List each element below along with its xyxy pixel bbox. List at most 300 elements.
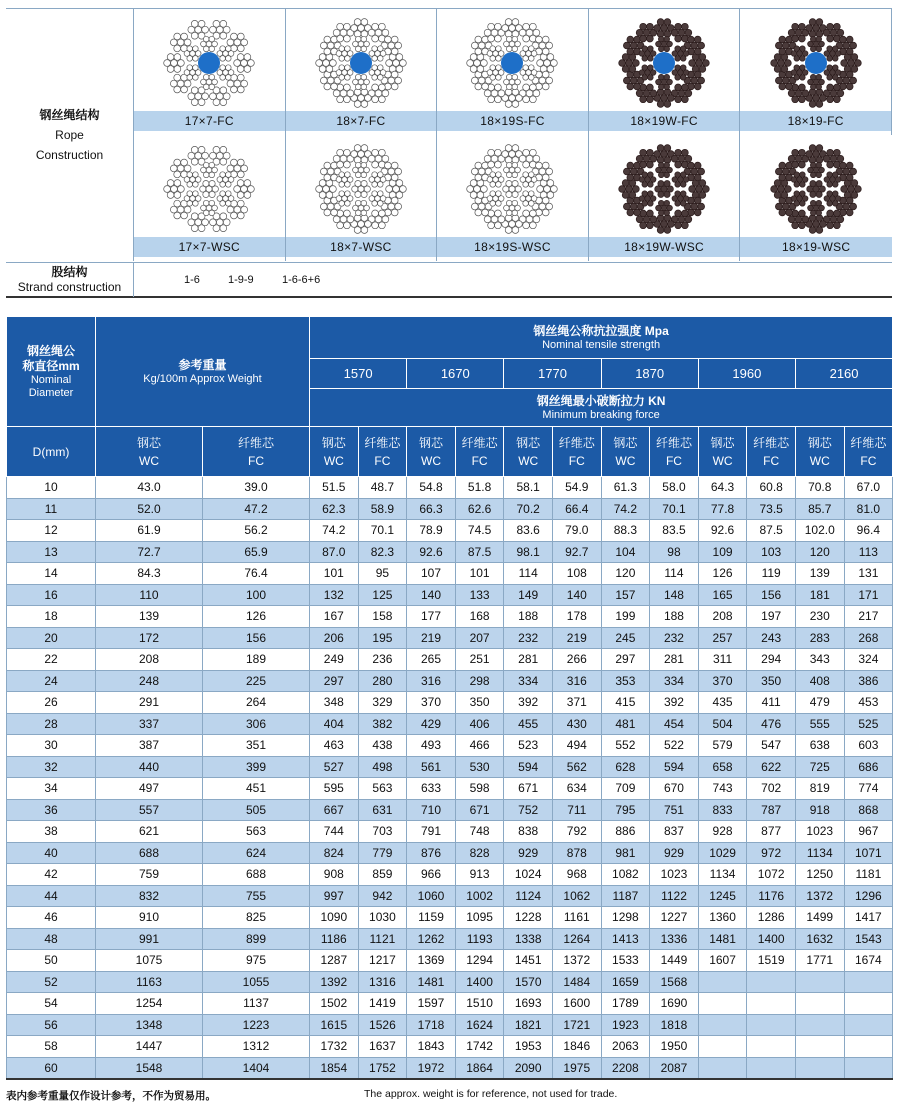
- weight-cell: 440: [96, 756, 203, 778]
- force-cell: 298: [455, 670, 504, 692]
- force-cell: 171: [844, 584, 893, 606]
- force-cell: 1481: [698, 928, 747, 950]
- force-cell: 156: [747, 584, 796, 606]
- force-cell: 1624: [455, 1014, 504, 1036]
- force-cell: 92.6: [698, 520, 747, 542]
- weight-cell: 825: [203, 907, 310, 929]
- wc-header-en: WC: [809, 453, 830, 468]
- force-cell: 1718: [407, 1014, 456, 1036]
- force-cell: 54.8: [407, 477, 456, 499]
- force-cell: 787: [747, 799, 796, 821]
- rope-caption: 17×7-WSC: [134, 237, 285, 257]
- force-cell: 795: [601, 799, 650, 821]
- weight-cell: 975: [203, 950, 310, 972]
- force-cell: 283: [795, 627, 844, 649]
- table-row: [7, 606, 893, 628]
- wc-header-cn: 钢芯: [710, 435, 735, 450]
- table-row: [7, 907, 893, 929]
- force-cell: 119: [747, 563, 796, 585]
- wc-header: [601, 427, 650, 477]
- force-cell: [795, 1036, 844, 1058]
- force-cell: 709: [601, 778, 650, 800]
- force-cell: 107: [407, 563, 456, 585]
- force-cell: 791: [407, 821, 456, 843]
- force-cell: 703: [358, 821, 407, 843]
- wc-header-en: WC: [615, 453, 636, 468]
- force-cell: 968: [552, 864, 601, 886]
- force-cell: 1519: [747, 950, 796, 972]
- force-cell: [747, 993, 796, 1015]
- force-cell: 316: [407, 670, 456, 692]
- force-cell: 98.1: [504, 541, 553, 563]
- force-cell: 929: [504, 842, 553, 864]
- table-row: [7, 649, 893, 671]
- wc-header-en: WC: [421, 453, 441, 468]
- rope-caption: 18×7-FC: [286, 111, 437, 131]
- force-cell: [844, 1036, 893, 1058]
- tensile-grade-1570: 1570: [310, 359, 407, 389]
- force-cell: 1030: [358, 907, 407, 929]
- force-cell: 411: [747, 692, 796, 714]
- force-cell: 83.5: [650, 520, 699, 542]
- wc-header: [504, 427, 553, 477]
- force-cell: 744: [310, 821, 359, 843]
- diameter-cell: 52: [7, 971, 96, 993]
- force-cell: 1090: [310, 907, 359, 929]
- force-cell: 877: [747, 821, 796, 843]
- force-cell: 579: [698, 735, 747, 757]
- force-cell: 594: [504, 756, 553, 778]
- force-cell: 195: [358, 627, 407, 649]
- table-row: [7, 498, 893, 520]
- tensile-grade-1870: 1870: [601, 359, 698, 389]
- fc-header-en: FC: [248, 453, 264, 468]
- force-cell: 294: [747, 649, 796, 671]
- force-cell: 479: [795, 692, 844, 714]
- force-cell: 268: [844, 627, 893, 649]
- force-cell: 79.0: [552, 520, 601, 542]
- table-row: [7, 864, 893, 886]
- wc-header-cn: 钢芯: [136, 435, 161, 450]
- rope-caption: 18×7-WSC: [286, 237, 437, 257]
- table-row: [7, 928, 893, 950]
- weight-cell: 557: [96, 799, 203, 821]
- weight-cell: 65.9: [203, 541, 310, 563]
- force-cell: 70.1: [358, 520, 407, 542]
- force-cell: 1245: [698, 885, 747, 907]
- force-cell: 139: [795, 563, 844, 585]
- diameter-cell: 24: [7, 670, 96, 692]
- weight-cell: 110: [96, 584, 203, 606]
- force-cell: 60.8: [747, 477, 796, 499]
- force-cell: 429: [407, 713, 456, 735]
- force-cell: 125: [358, 584, 407, 606]
- table-row: [7, 993, 893, 1015]
- tensile-header-cn: 钢丝绳公称抗拉强度 Mpa: [533, 323, 669, 338]
- force-cell: 280: [358, 670, 407, 692]
- fc-header: [552, 427, 601, 477]
- force-cell: 61.3: [601, 477, 650, 499]
- force-cell: 281: [650, 649, 699, 671]
- force-cell: 1721: [552, 1014, 601, 1036]
- force-cell: 140: [552, 584, 601, 606]
- force-cell: [844, 1014, 893, 1036]
- force-cell: 1674: [844, 950, 893, 972]
- force-cell: 371: [552, 692, 601, 714]
- force-header: [310, 389, 893, 427]
- footnote-cn: 表内参考重量仅作设计参考，不作为贸易用。: [6, 1090, 216, 1102]
- force-cell: 1161: [552, 907, 601, 929]
- diameter-cell: 54: [7, 993, 96, 1015]
- force-cell: 1264: [552, 928, 601, 950]
- fc-header-en: FC: [568, 453, 585, 468]
- force-cell: 219: [552, 627, 601, 649]
- rope-cell-wsc-3: [437, 135, 589, 261]
- force-cell: 103: [747, 541, 796, 563]
- force-cell: 92.7: [552, 541, 601, 563]
- diameter-cell: 40: [7, 842, 96, 864]
- force-cell: 1818: [650, 1014, 699, 1036]
- wc-header-en: WC: [323, 453, 344, 468]
- weight-cell: 1312: [203, 1036, 310, 1058]
- rope-construction-label-cn: 钢丝绳结构: [39, 108, 100, 122]
- force-cell: 725: [795, 756, 844, 778]
- force-cell: 1023: [650, 864, 699, 886]
- force-cell: 1071: [844, 842, 893, 864]
- force-cell: 594: [650, 756, 699, 778]
- force-cell: 530: [455, 756, 504, 778]
- table-row: [7, 971, 893, 993]
- weight-cell: 1075: [96, 950, 203, 972]
- force-cell: 454: [650, 713, 699, 735]
- rope-construction-label-en-2: Construction: [35, 148, 104, 162]
- force-cell: 70.2: [504, 498, 553, 520]
- force-cell: 165: [698, 584, 747, 606]
- rope-cross-section-icon: [134, 13, 285, 113]
- force-cell: 967: [844, 821, 893, 843]
- diameter-cell: 36: [7, 799, 96, 821]
- force-cell: 779: [358, 842, 407, 864]
- fc-header: [203, 427, 310, 477]
- diameter-cell: 22: [7, 649, 96, 671]
- weight-cell: 624: [203, 842, 310, 864]
- force-cell: 1338: [504, 928, 553, 950]
- force-cell: 562: [552, 756, 601, 778]
- force-cell: 481: [601, 713, 650, 735]
- force-cell: 81.0: [844, 498, 893, 520]
- fc-header: [747, 427, 796, 477]
- rope-cross-section-icon: [589, 13, 740, 113]
- rope-cross-section-icon: [740, 13, 891, 113]
- weight-header: [96, 317, 310, 427]
- force-cell: 743: [698, 778, 747, 800]
- force-cell: 102.0: [795, 520, 844, 542]
- rope-cross-section-icon: [134, 139, 285, 239]
- rope-cell-fc-1: [134, 9, 286, 135]
- force-cell: 476: [747, 713, 796, 735]
- weight-cell: 563: [203, 821, 310, 843]
- fc-header-cn: 纤维芯: [238, 435, 275, 450]
- force-cell: 382: [358, 713, 407, 735]
- force-cell: 350: [455, 692, 504, 714]
- table-row: [7, 821, 893, 843]
- wc-header-en: WC: [712, 453, 733, 468]
- weight-cell: 688: [203, 864, 310, 886]
- fc-header: [358, 427, 407, 477]
- force-cell: 197: [747, 606, 796, 628]
- force-cell: 415: [601, 692, 650, 714]
- rope-construction-label: [6, 9, 134, 261]
- force-cell: 83.6: [504, 520, 553, 542]
- force-cell: 670: [650, 778, 699, 800]
- force-header-en: Minimum breaking force: [542, 408, 660, 421]
- force-cell: 243: [747, 627, 796, 649]
- force-cell: 918: [795, 799, 844, 821]
- force-cell: 1637: [358, 1036, 407, 1058]
- force-cell: 972: [747, 842, 796, 864]
- force-cell: 435: [698, 692, 747, 714]
- weight-cell: 387: [96, 735, 203, 757]
- force-cell: 133: [455, 584, 504, 606]
- force-cell: 178: [552, 606, 601, 628]
- force-cell: 633: [407, 778, 456, 800]
- diameter-cell: 58: [7, 1036, 96, 1058]
- force-cell: 547: [747, 735, 796, 757]
- force-cell: 406: [455, 713, 504, 735]
- force-cell: 257: [698, 627, 747, 649]
- diameter-header-en-2: Diameter: [28, 386, 74, 399]
- weight-cell: 351: [203, 735, 310, 757]
- force-cell: 70.1: [650, 498, 699, 520]
- force-cell: 70.8: [795, 477, 844, 499]
- strand-value-2: 1-9-9: [228, 274, 254, 286]
- table-row: [7, 692, 893, 714]
- wc-header-en: WC: [518, 453, 539, 468]
- force-cell: 1570: [504, 971, 553, 993]
- diameter-header-cn-2: 称直径mm: [22, 358, 80, 373]
- force-cell: 51.8: [455, 477, 504, 499]
- table-row: [7, 563, 893, 585]
- rope-cell-fc-4: [589, 9, 741, 135]
- force-cell: 87.0: [310, 541, 359, 563]
- weight-cell: 1055: [203, 971, 310, 993]
- weight-cell: 306: [203, 713, 310, 735]
- force-cell: 603: [844, 735, 893, 757]
- rope-cross-section-icon: [286, 139, 437, 239]
- fc-header-cn: 纤维芯: [753, 435, 790, 450]
- rope-caption: 18×19W-FC: [589, 111, 740, 131]
- force-cell: 329: [358, 692, 407, 714]
- fc-header-en: FC: [860, 453, 877, 468]
- force-cell: 66.3: [407, 498, 456, 520]
- force-cell: 249: [310, 649, 359, 671]
- table-body: [7, 477, 893, 1079]
- weight-cell: 1223: [203, 1014, 310, 1036]
- fc-header: [650, 427, 699, 477]
- force-cell: 1134: [698, 864, 747, 886]
- weight-cell: 126: [203, 606, 310, 628]
- force-cell: 1449: [650, 950, 699, 972]
- weight-cell: 61.9: [96, 520, 203, 542]
- force-cell: [698, 971, 747, 993]
- force-cell: 114: [504, 563, 553, 585]
- force-cell: 74.5: [455, 520, 504, 542]
- force-cell: 1413: [601, 928, 650, 950]
- force-cell: 1600: [552, 993, 601, 1015]
- force-cell: 1176: [747, 885, 796, 907]
- force-cell: [698, 993, 747, 1015]
- force-cell: 92.6: [407, 541, 456, 563]
- force-cell: 1533: [601, 950, 650, 972]
- force-cell: 219: [407, 627, 456, 649]
- tensile-grade-2160: 2160: [795, 359, 892, 389]
- table-row: [7, 842, 893, 864]
- wc-header: [310, 427, 359, 477]
- force-cell: 1752: [358, 1057, 407, 1079]
- weight-cell: 56.2: [203, 520, 310, 542]
- force-cell: 386: [844, 670, 893, 692]
- force-cell: 628: [601, 756, 650, 778]
- force-cell: 232: [504, 627, 553, 649]
- weight-cell: 1404: [203, 1057, 310, 1079]
- force-cell: 1499: [795, 907, 844, 929]
- weight-cell: 688: [96, 842, 203, 864]
- force-cell: 64.3: [698, 477, 747, 499]
- weight-cell: 759: [96, 864, 203, 886]
- force-cell: 88.3: [601, 520, 650, 542]
- diameter-cell: 56: [7, 1014, 96, 1036]
- force-cell: 1615: [310, 1014, 359, 1036]
- force-cell: 1607: [698, 950, 747, 972]
- rope-cell-fc-2: [286, 9, 438, 135]
- force-cell: 132: [310, 584, 359, 606]
- force-cell: 1360: [698, 907, 747, 929]
- force-cell: 67.0: [844, 477, 893, 499]
- weight-cell: 399: [203, 756, 310, 778]
- diameter-cell: 12: [7, 520, 96, 542]
- weight-cell: 189: [203, 649, 310, 671]
- rope-construction-grid: [134, 9, 892, 261]
- rope-construction-section: [6, 8, 892, 260]
- diameter-cell: 14: [7, 563, 96, 585]
- force-cell: 334: [650, 670, 699, 692]
- force-cell: 62.6: [455, 498, 504, 520]
- force-cell: 1732: [310, 1036, 359, 1058]
- force-cell: 1296: [844, 885, 893, 907]
- fc-header-en: FC: [471, 453, 488, 468]
- force-cell: 1372: [552, 950, 601, 972]
- wc-header: [96, 427, 203, 477]
- weight-cell: 43.0: [96, 477, 203, 499]
- force-cell: 595: [310, 778, 359, 800]
- dmm-header: D(mm): [7, 427, 96, 477]
- force-cell: 1417: [844, 907, 893, 929]
- force-cell: [795, 971, 844, 993]
- force-cell: 2087: [650, 1057, 699, 1079]
- table-row: [7, 735, 893, 757]
- force-cell: 131: [844, 563, 893, 585]
- wc-header-cn: 钢芯: [807, 435, 832, 450]
- rope-cell-fc-3: [437, 9, 589, 135]
- weight-cell: 52.0: [96, 498, 203, 520]
- force-cell: 1060: [407, 885, 456, 907]
- force-cell: 1187: [601, 885, 650, 907]
- table-row: [7, 756, 893, 778]
- force-cell: 859: [358, 864, 407, 886]
- force-cell: 1294: [455, 950, 504, 972]
- diameter-cell: 38: [7, 821, 96, 843]
- strand-construction-label-en: Strand construction: [17, 280, 122, 294]
- force-cell: 493: [407, 735, 456, 757]
- force-cell: 85.7: [795, 498, 844, 520]
- weight-cell: 72.7: [96, 541, 203, 563]
- force-cell: 350: [747, 670, 796, 692]
- force-cell: 1392: [310, 971, 359, 993]
- force-cell: 1287: [310, 950, 359, 972]
- rope-caption: 18×19S-FC: [437, 111, 588, 131]
- force-cell: 343: [795, 649, 844, 671]
- force-cell: 928: [698, 821, 747, 843]
- force-cell: 1369: [407, 950, 456, 972]
- force-cell: 997: [310, 885, 359, 907]
- table-row: [7, 885, 893, 907]
- table-row: [7, 541, 893, 563]
- force-cell: 1372: [795, 885, 844, 907]
- force-cell: 1002: [455, 885, 504, 907]
- fc-header-en: FC: [665, 453, 682, 468]
- force-cell: 1846: [552, 1036, 601, 1058]
- weight-cell: 208: [96, 649, 203, 671]
- force-cell: 1286: [747, 907, 796, 929]
- weight-cell: 225: [203, 670, 310, 692]
- wc-header-en: WC: [139, 453, 159, 468]
- rope-cell-wsc-1: [134, 135, 286, 261]
- force-cell: 1122: [650, 885, 699, 907]
- force-cell: 217: [844, 606, 893, 628]
- wc-header-cn: 钢芯: [516, 435, 541, 450]
- force-cell: 113: [844, 541, 893, 563]
- force-cell: 908: [310, 864, 359, 886]
- force-cell: 1972: [407, 1057, 456, 1079]
- weight-cell: 1137: [203, 993, 310, 1015]
- force-cell: 552: [601, 735, 650, 757]
- force-cell: 522: [650, 735, 699, 757]
- force-cell: 667: [310, 799, 359, 821]
- force-cell: 245: [601, 627, 650, 649]
- weight-cell: 39.0: [203, 477, 310, 499]
- force-cell: 78.9: [407, 520, 456, 542]
- force-cell: 886: [601, 821, 650, 843]
- force-cell: 207: [455, 627, 504, 649]
- weight-cell: 139: [96, 606, 203, 628]
- rope-cross-section-icon: [437, 13, 588, 113]
- force-cell: 1400: [455, 971, 504, 993]
- force-cell: 236: [358, 649, 407, 671]
- force-cell: 392: [650, 692, 699, 714]
- force-cell: 392: [504, 692, 553, 714]
- diameter-cell: 32: [7, 756, 96, 778]
- force-cell: [844, 993, 893, 1015]
- weight-cell: 621: [96, 821, 203, 843]
- diameter-cell: 46: [7, 907, 96, 929]
- force-cell: 868: [844, 799, 893, 821]
- strand-value-3: 1-6-6+6: [282, 274, 321, 286]
- rope-caption: 17×7-FC: [134, 111, 285, 131]
- force-cell: 1864: [455, 1057, 504, 1079]
- rope-cell-wsc-4: [589, 135, 741, 261]
- force-cell: 2063: [601, 1036, 650, 1058]
- force-cell: 525: [844, 713, 893, 735]
